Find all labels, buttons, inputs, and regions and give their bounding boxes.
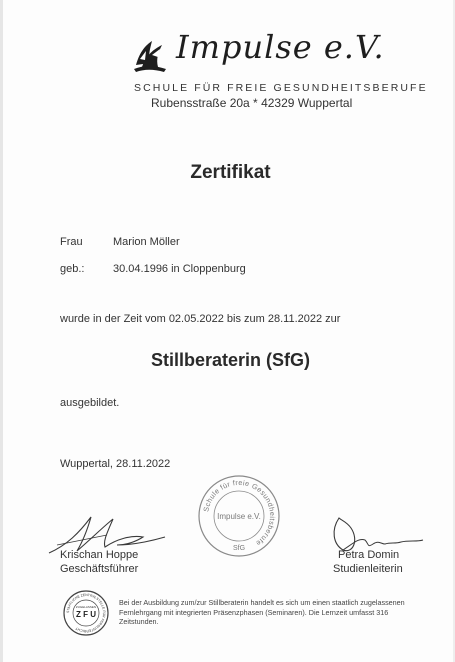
certificate-title: Zertifikat [190,162,271,183]
school-name: SCHULE FÜR FREIE GESUNDHEITSBERUFE [134,82,428,94]
hands-logo-icon [130,35,170,75]
signatory-left-role: Geschäftsführer [60,563,139,575]
stamp-bottom-text: SfG [232,545,246,552]
signatory-right-name: Petra Domin [338,549,400,561]
period-text: wurde in der Zeit vom 02.05.2022 bis zum 28.11.2022 zur [60,313,341,325]
place-date: Wuppertal, 28.11.2022 [60,458,171,470]
salutation-label: Frau [60,236,83,248]
school-stamp [197,474,281,558]
zfu-center-text: Z F U [76,610,96,619]
birth-label: geb.: [60,263,85,275]
footnote-text: Bei der Ausbildung zum/zur Stillberaterin handelt es sich um einen staatlich zugelassenen Fernlehrgang mit integrierten Präsenzphasen (Seminaren). Die Lernzeit umfasst 316 Zeitstunden. [119,598,405,626]
zfu-sub-text: ZUGELASSEN [75,605,97,609]
trained-text: ausgebildet. [60,397,120,409]
school-address: Rubensstraße 20a * 42329 Wuppertal [151,96,353,110]
zfu-ring-text: STAATLICHE ZENTRALSTELLE FÜR FERNUNTERRICHT [65,592,107,634]
birth-value: 30.04.1996 in Cloppenburg [113,263,246,275]
recipient-name: Marion Möller [113,236,180,248]
zfu-seal-icon [63,590,109,636]
signatory-left-name: Krischan Hoppe [60,549,139,561]
brand-name: Impulse e.V. [176,28,385,66]
stamp-ring-text: Schule für freie Gesundheitsberufe [201,477,278,549]
signatory-right-role: Studienleiterin [333,563,403,575]
stamp-center-text: Impulse e.V. [217,512,261,521]
degree-title: Stillberaterin (SfG) [150,350,311,370]
